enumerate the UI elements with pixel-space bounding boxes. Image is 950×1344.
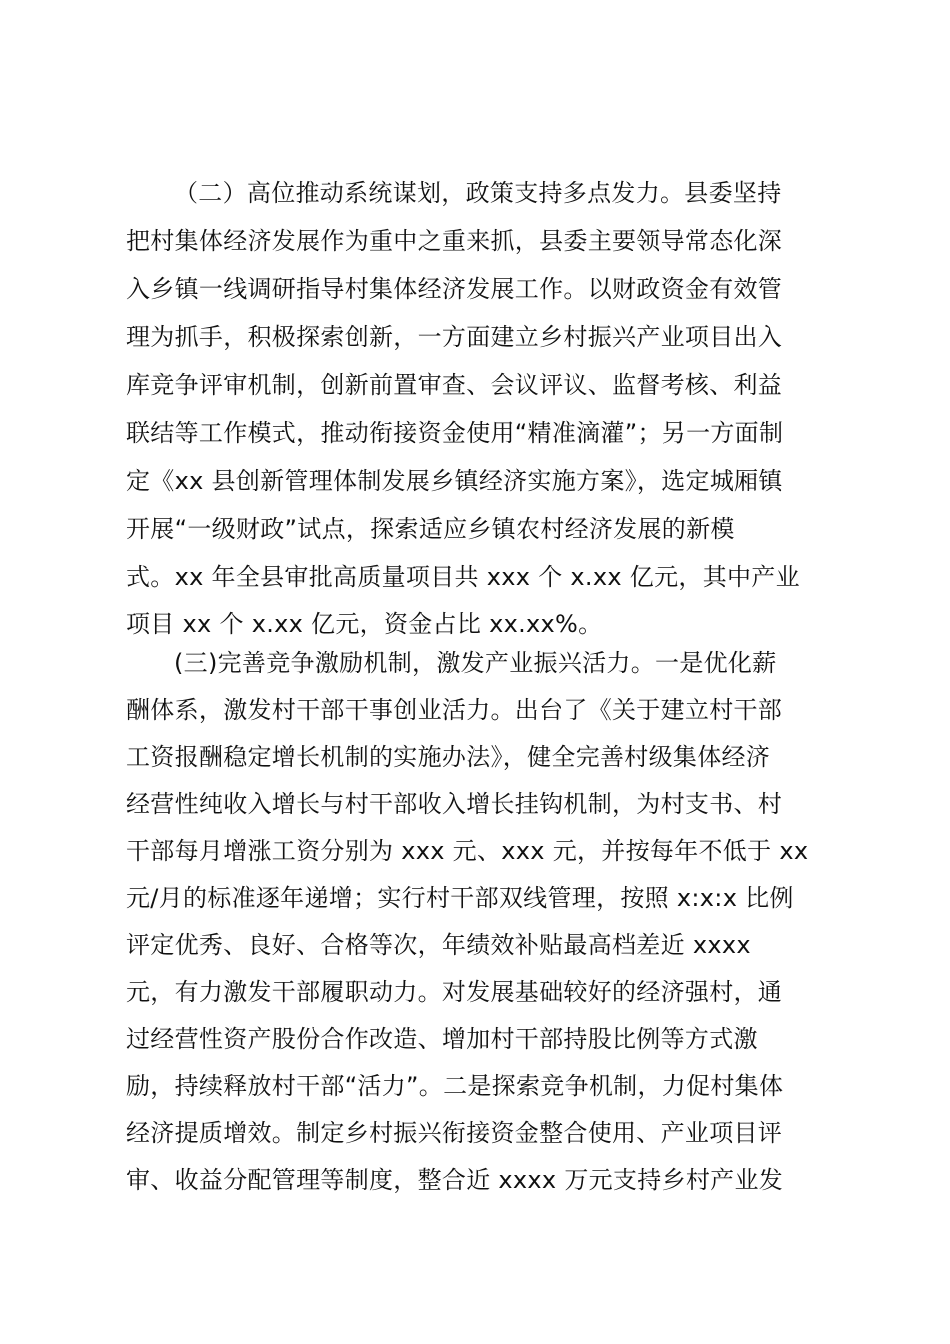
paragraph-1-line-8: 开展“一级财政”试点，探索适应乡镇农村经济发展的新模 [126, 515, 735, 543]
paragraph-2-line-10: 励，持续释放村干部“活力”。二是探索竞争机制，力促村集体 [126, 1072, 784, 1100]
paragraph-2-line-6: 元/月的标准逐年递增；实行村干部双线管理，按照 x:x:x 比例 [126, 884, 794, 912]
paragraph-2-line-11: 经济提质增效。制定乡村振兴衔接资金整合使用、产业项目评 [126, 1119, 783, 1147]
paragraph-1-line-2: 把村集体经济发展作为重中之重来抓，县委主要领导常态化深 [126, 227, 783, 255]
paragraph-1-line-6: 联结等工作模式，推动衔接资金使用“精准滴灌”；另一方面制 [126, 419, 784, 447]
paragraph-2-line-12: 审、收益分配管理等制度，整合近 xxxx 万元支持乡村产业发 [126, 1166, 784, 1194]
paragraph-2-line-5: 干部每月增涨工资分别为 xxx 元、xxx 元，并按每年不低于 xx [126, 837, 809, 865]
paragraph-1-line-10: 项目 xx 个 x.xx 亿元，资金占比 xx.xx%。 [126, 610, 603, 638]
paragraph-2-line-8: 元，有力激发干部履职动力。对发展基础较好的经济强村，通 [126, 978, 783, 1006]
paragraph-2-line-9: 过经营性资产股份合作改造、增加村干部持股比例等方式激 [126, 1025, 758, 1053]
paragraph-2-line-7: 评定优秀、良好、合格等次，年绩效补贴最高档差近 xxxx [126, 931, 751, 959]
paragraph-1-line-7: 定《xx 县创新管理体制发展乡镇经济实施方案》，选定城厢镇 [126, 467, 783, 495]
paragraph-2-line-1: (三)完善竞争激励机制，激发产业振兴活力。一是优化薪 [174, 649, 777, 677]
paragraph-2-line-3: 工资报酬稳定增长机制的实施办法》，健全完善村级集体经济 [126, 743, 771, 771]
paragraph-1-line-1: （二）高位推动系统谋划，政策支持多点发力。县委坚持 [174, 179, 782, 207]
paragraph-1-line-4: 理为抓手，积极探索创新，一方面建立乡村振兴产业项目出入 [126, 323, 783, 351]
paragraph-2-line-4: 经营性纯收入增长与村干部收入增长挂钩机制，为村支书、村 [126, 790, 783, 818]
paragraph-1-line-3: 入乡镇一线调研指导村集体经济发展工作。以财政资金有效管 [126, 275, 783, 303]
paragraph-2-line-2: 酬体系，激发村干部干事创业活力。出台了《关于建立村干部 [126, 696, 783, 724]
paragraph-1-line-5: 库竞争评审机制，创新前置审查、会议评议、监督考核、利益 [126, 371, 783, 399]
paragraph-1-line-9: 式。xx 年全县审批高质量项目共 xxx 个 x.xx 亿元，其中产业 [126, 563, 800, 591]
